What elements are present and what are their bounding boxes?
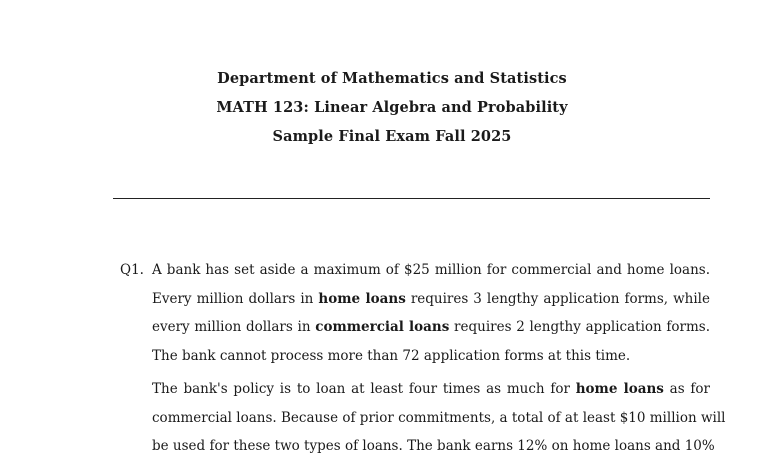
text-line: The bank's policy is to loan at least four times as much for home loans as for — [152, 381, 710, 397]
text-line: A bank has set aside a maximum of $25 million for commercial and home loans. — [152, 262, 710, 278]
question-number: Q1. — [120, 262, 144, 278]
course-title: MATH 123: Linear Algebra and Probability — [216, 99, 568, 116]
text-line: commercial loans. Because of prior commitments, a total of at least $10 million will — [152, 409, 726, 426]
exam-title: Sample Final Exam Fall 2025 — [272, 128, 512, 145]
text-line: be used for these two types of loans. The bank earns 12% on home loans and 10% — [152, 438, 715, 454]
text-line: Every million dollars in home loans requires 3 lengthy application forms, while — [152, 290, 710, 307]
emphasis-home-loans: home loans — [318, 290, 406, 307]
question-paragraph-1 — [152, 256, 710, 370]
question-paragraph-2 — [152, 375, 726, 461]
horizontal-rule — [113, 198, 710, 199]
text-line: every million dollars in commercial loans requires 2 lengthy application forms. — [152, 319, 711, 335]
emphasis-home-loans: home loans — [575, 381, 664, 397]
emphasis-commercial-loans: commercial loans — [315, 319, 450, 335]
department-title: Department of Mathematics and Statistics — [217, 70, 567, 87]
text-line: The bank cannot process more than 72 application forms at this time. — [152, 347, 631, 364]
